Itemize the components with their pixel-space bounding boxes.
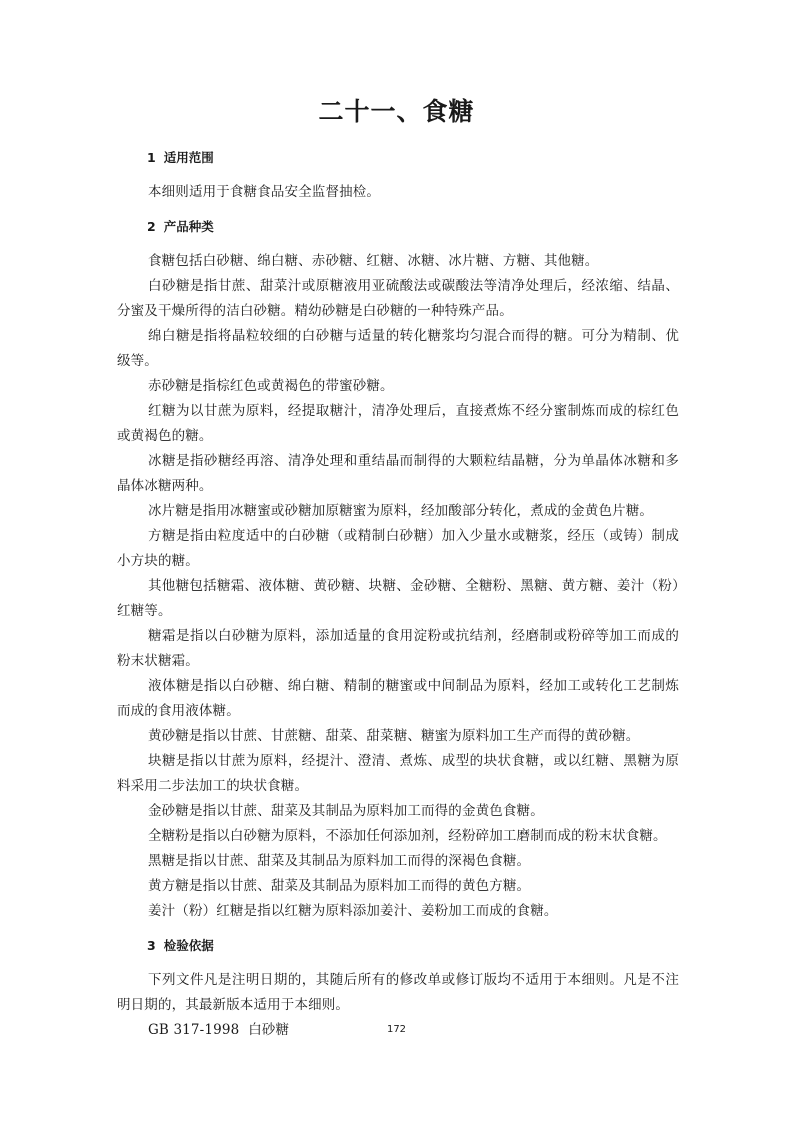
standard-reference: GB 317-1998 白砂糖 xyxy=(148,1022,290,1038)
paragraph: 块糖是指以甘蔗为原料，经提汁、澄清、煮炼、成型的块状食糖，或以红糖、黑糖为原料采用二步法加工的块状食糖。 xyxy=(117,753,679,794)
paragraph: 绵白糖是指将晶粒较细的白砂糖与适量的转化糖浆均匀混合而得的糖。可分为精制、优级等。 xyxy=(117,328,679,369)
section-heading xyxy=(147,934,679,958)
section-heading-text: 产品种类 xyxy=(163,219,214,234)
paragraph: 液体糖是指以白砂糖、绵白糖、精制的糖蜜或中间制品为原料，经加工或转化工艺制炼而成的食用液体糖。 xyxy=(117,678,679,719)
section-heading xyxy=(147,215,679,239)
section-product-types xyxy=(117,215,679,924)
paragraph: 红糖为以甘蔗为原料，经提取糖汁，清净处理后，直接煮炼不经分蜜制炼而成的棕红色或黄褐色的糖。 xyxy=(117,403,679,444)
paragraph: 食糖包括白砂糖、绵白糖、赤砂糖、红糖、冰糖、冰片糖、方糖、其他糖。 xyxy=(148,253,599,269)
paragraph: 白砂糖是指甘蔗、甜菜汁或原糖液用亚硫酸法或碳酸法等清净处理后，经浓缩、结晶、分蜜及干燥所得的洁白砂糖。精幼砂糖是白砂糖的一种特殊产品。 xyxy=(117,278,679,319)
paragraph: 冰糖是指砂糖经再溶、清净处理和重结晶而制得的大颗粒结晶糖，分为单晶体冰糖和多晶体冰糖两种。 xyxy=(117,453,679,494)
paragraph: 黑糖是指以甘蔗、甜菜及其制品为原料加工而得的深褐色食糖。 xyxy=(148,853,531,869)
paragraph: 金砂糖是指以甘蔗、甜菜及其制品为原料加工而得的金黄色食糖。 xyxy=(148,803,544,819)
section-number: 1 xyxy=(147,150,156,165)
document-body xyxy=(117,146,679,1043)
paragraph: 黄砂糖是指以甘蔗、甘蔗糖、甜菜、甜菜糖、糖蜜为原料加工生产而得的黄砂糖。 xyxy=(148,728,640,744)
page-number: 172 xyxy=(386,1024,407,1035)
section-heading xyxy=(147,146,679,170)
section-number: 3 xyxy=(147,938,156,953)
paragraph: 本细则适用于食糖食品安全监督抽检。 xyxy=(148,184,381,200)
paragraph: 下列文件凡是注明日期的，其随后所有的修改单或修订版均不适用于本细则。凡是不注明日期的，其最新版本适用于本细则。 xyxy=(117,972,679,1013)
page-title: 二十一、食糖 xyxy=(318,97,475,126)
paragraph: 全糖粉是指以白砂糖为原料，不添加任何添加剂，经粉碎加工磨制而成的粉末状食糖。 xyxy=(148,828,667,844)
paragraph: 姜汁（粉）红糖是指以红糖为原料添加姜汁、姜粉加工而成的食糖。 xyxy=(148,903,558,919)
paragraph: 冰片糖是指用冰糖蜜或砂糖加原糖蜜为原料，经加酸部分转化，煮成的金黄色片糖。 xyxy=(148,503,654,519)
paragraph: 方糖是指由粒度适中的白砂糖（或精制白砂糖）加入少量水或糖浆，经压（或铸）制成小方块的糖。 xyxy=(117,528,679,569)
section-heading-text: 检验依据 xyxy=(163,938,214,953)
section-heading-text: 适用范围 xyxy=(163,150,214,165)
paragraph: 黄方糖是指以甘蔗、甜菜及其制品为原料加工而得的黄色方糖。 xyxy=(148,878,531,894)
section-scope xyxy=(117,146,679,205)
paragraph: 其他糖包括糖霜、液体糖、黄砂糖、块糖、金砂糖、全糖粉、黑糖、黄方糖、姜汁（粉）红糖等。 xyxy=(117,578,679,619)
paragraph: 糖霜是指以白砂糖为原料，添加适量的食用淀粉或抗结剂，经磨制或粉碎等加工而成的粉末状糖霜。 xyxy=(117,628,679,669)
paragraph: 赤砂糖是指棕红色或黄褐色的带蜜砂糖。 xyxy=(148,378,394,394)
section-number: 2 xyxy=(147,219,156,234)
